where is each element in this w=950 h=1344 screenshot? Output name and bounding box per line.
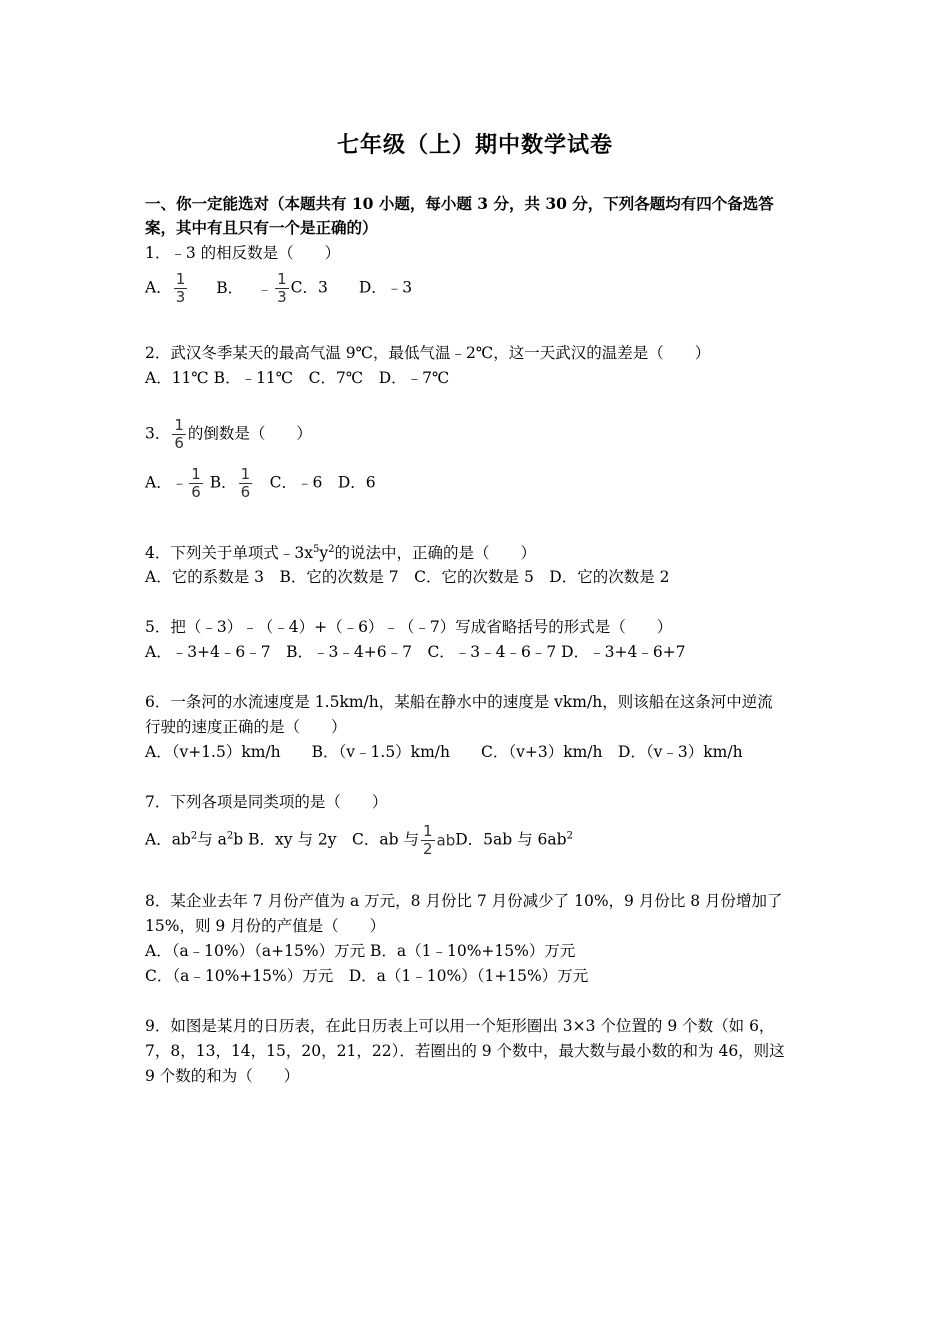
- q3-stem: [145, 418, 312, 451]
- fraction-numerator: 1: [240, 465, 251, 483]
- q3-stem-fraction: [172, 418, 186, 451]
- q4-stem: [145, 543, 536, 563]
- q3-prefix: 3．: [145, 424, 171, 443]
- q7-option-c-tail: ab: [436, 831, 456, 850]
- fraction-denominator: 2: [422, 840, 433, 858]
- q3-options-rest: C．﹣6 D．6: [254, 473, 376, 492]
- q7-options: [145, 824, 573, 857]
- fraction-numerator: 1: [191, 465, 201, 483]
- q4-stem-pre: 4．下列关于单项式﹣3x: [145, 544, 313, 562]
- q4-exponent-y: 2: [328, 544, 335, 555]
- fraction-denominator: 6: [191, 483, 201, 501]
- fraction-numerator: 1: [175, 270, 186, 288]
- q3-option-b-fraction: [239, 467, 253, 500]
- fraction-numerator: 1: [422, 822, 433, 840]
- q9-stem-line3: 9 个数的和为（ ）: [145, 1067, 300, 1085]
- fraction-denominator: 3: [277, 288, 287, 306]
- q7-option-a-pre: A．ab: [145, 830, 191, 849]
- q1-option-b-sign: ﹣: [257, 279, 273, 298]
- q3-options: [145, 467, 376, 500]
- q3-stem-tail: 的倒数是（ ）: [187, 424, 312, 443]
- section-heading-line1: 一、你一定能选对（本题共有 10 小题，每小题 3 分，共 30 分，下列各题均有四个备选答: [145, 194, 774, 213]
- q1-option-a-fraction: [174, 272, 188, 305]
- fraction-denominator: 3: [175, 288, 186, 306]
- q8-stem-line1: 8．某企业去年 7 月份产值为 a 万元，8 月份比 7 月份减少了 10%，9 月份比 8 月份增加了: [145, 892, 783, 910]
- q2-stem: 2．武汉冬季某天的最高气温 9℃，最低气温﹣2℃，这一天武汉的温差是（ ）: [145, 344, 711, 362]
- q7-option-a-mid: 与 a: [197, 830, 227, 849]
- q3-option-a-label: A．﹣: [145, 473, 188, 492]
- q9-stem-line1: 9．如图是某月的日历表，在此日历表上可以用一个矩形圈出 3×3 个位置的 9 个数（如 6，: [145, 1017, 775, 1035]
- q6-stem-line2: 行驶的速度正确的是（ ）: [145, 718, 347, 736]
- q7-option-a-exponent2: 2: [226, 830, 234, 842]
- q1-options-rest: C．3 D．﹣3: [290, 278, 413, 297]
- q9-stem-line2: 7，8，13，14，15，20，21，22）．若圈出的 9 个数中，最大数与最小数的和为 46，则这: [145, 1042, 785, 1060]
- q7-option-d-exponent: 2: [566, 830, 573, 842]
- fraction-denominator: 6: [240, 483, 251, 501]
- q7-stem: 7．下列各项是同类项的是（ ）: [145, 793, 388, 811]
- q2-options: A．11℃ B．﹣11℃ C．7℃ D．﹣7℃: [145, 369, 450, 387]
- q1-option-b-label: B．: [216, 278, 244, 297]
- q1-options: [145, 272, 412, 305]
- q4-exponent-x: 5: [312, 544, 320, 555]
- q7-option-d-pre: D．5ab 与 6ab: [455, 830, 567, 849]
- fraction-numerator: 1: [174, 416, 184, 434]
- q3-option-b-label: B．: [209, 473, 237, 492]
- section-heading-line2: 案，其中有且只有一个是正确的）: [145, 218, 378, 237]
- q4-stem-post: 的说法中，正确的是（ ）: [334, 544, 536, 562]
- q4-options: A．它的系数是 3 B．它的次数是 7 C．它的次数是 5 D．它的次数是 2: [145, 568, 670, 586]
- q5-options: A．﹣3+4﹣6﹣7 B．﹣3﹣4+6﹣7 C．﹣3﹣4﹣6﹣7 D．﹣3+4﹣6+7: [145, 643, 686, 661]
- q1-option-a-label: A．: [145, 278, 172, 297]
- q7-option-c-fraction: [421, 824, 435, 857]
- q1-stem: 1．﹣3 的相反数是（ ）: [145, 244, 341, 262]
- q8-stem-line2: 15%，则 9 月份的产值是（ ）: [145, 917, 386, 935]
- q7-option-a-exponent: 2: [190, 830, 198, 842]
- q8-options-ab: A．（a﹣10%）（a+15%）万元 B．a（1﹣10%+15%）万元: [145, 942, 576, 960]
- q3-option-a-fraction: [189, 467, 203, 500]
- q8-options-cd: C．（a﹣10%+15%）万元 D．a（1﹣10%）（1+15%）万元: [145, 967, 589, 985]
- q6-stem-line1: 6．一条河的水流速度是 1.5km/h，某船在静水中的速度是 vkm/h，则该船在这条河中逆流: [145, 693, 773, 711]
- q7-option-a-post: b B．xy 与 2y C．ab 与: [233, 830, 419, 849]
- fraction-denominator: 6: [174, 434, 184, 452]
- page-title: 七年级（上）期中数学试卷: [336, 132, 613, 158]
- q5-stem: 5．把（﹣3）﹣（﹣4）+（﹣6）﹣（﹣7）写成省略括号的形式是（ ）: [145, 618, 673, 636]
- fraction-numerator: 1: [277, 270, 287, 288]
- q4-stem-mid: y: [319, 544, 329, 562]
- q6-options: A．（v+1.5）km/h B．（v﹣1.5）km/h C．（v+3）km/h D．（v﹣3）km/h: [145, 743, 743, 761]
- q1-option-b-fraction: [275, 272, 289, 305]
